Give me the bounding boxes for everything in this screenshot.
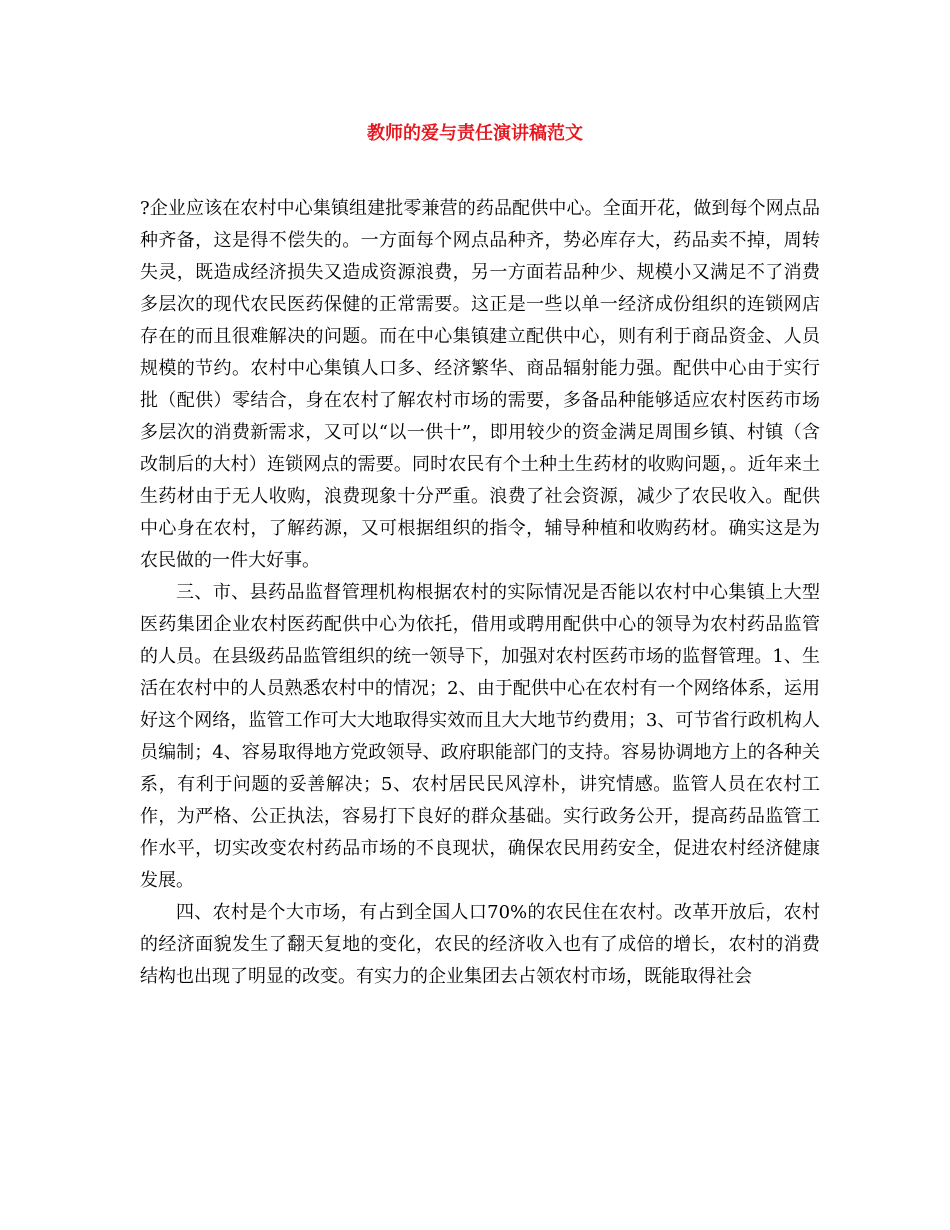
paragraph-3: 四、农村是个大市场，有占到全国人口70%的农民住在农村。改革开放后，农村的经济面貌发生了翻天复地的变化，农民的经济收入也有了成倍的增长，农村的消费结构也出现了明显的改变。有实力的企业集团去占领农村市场，既能取得社会: [140, 902, 820, 987]
document-title: 教师的爱与责任演讲稿范文: [367, 123, 583, 144]
document-body: [140, 193, 820, 993]
paragraph-2: 三、市、县药品监督管理机构根据农村的实际情况是否能以农村中心集镇上大型医药集团企业农村医药配供中心为依托，借用或聘用配供中心的领导为农村药品监管的人员。在县级药品监管组织的统一领导下，加强对农村医药市场的监督管理。1、生活在农村中的人员熟悉农村中的情况；2、由于配供中心在农村有一个网络体系，运用好这个网络，监管工作可大大地取得实效而且大大地节约费用；3、可节省行政机构人员编制；4、容易取得地方党政领导、政府职能部门的支持。容易协调地方上的各种关系，有利于问题的妥善解决；5、农村居民民风淳朴，讲究情感。监管人员在农村工作，为严格、公正执法，容易打下良好的群众基础。实行政务公开，提高药品监管工作水平，切实改变农村药品市场的不良现状，确保农民用药安全，促进农村经济健康发展。: [140, 582, 820, 891]
paragraph-1: ?企业应该在农村中心集镇组建批零兼营的药品配供中心。全面开花，做到每个网点品种齐备，这是得不偿失的。一方面每个网点品种齐，势必库存大，药品卖不掉，周转失灵，既造成经济损失又造成资源浪费，另一方面若品种少、规模小又满足不了消费多层次的现代农民医药保健的正常需要。这正是一些以单一经济成份组织的连锁网店存在的而且很难解决的问题。而在中心集镇建立配供中心，则有利于商品资金、人员规模的节约。农村中心集镇人口多、经济繁华、商品辐射能力强。配供中心由于实行批（配供）零结合，身在农村了解农村市场的需要，多备品种能够适应农村医药市场多层次的消费新需求，又可以“以一供十”，即用较少的资金满足周围乡镇、村镇（含改制后的大村）连锁网点的需要。同时农民有个土种土生药材的收购问题，。近年来土生药材由于无人收购，浪费现象十分严重。浪费了社会资源，减少了农民收入。配供中心身在农村，了解药源，又可根据组织的指令，辅导种植和收购药材。确实这是为农民做的一件大好事。: [140, 198, 820, 571]
